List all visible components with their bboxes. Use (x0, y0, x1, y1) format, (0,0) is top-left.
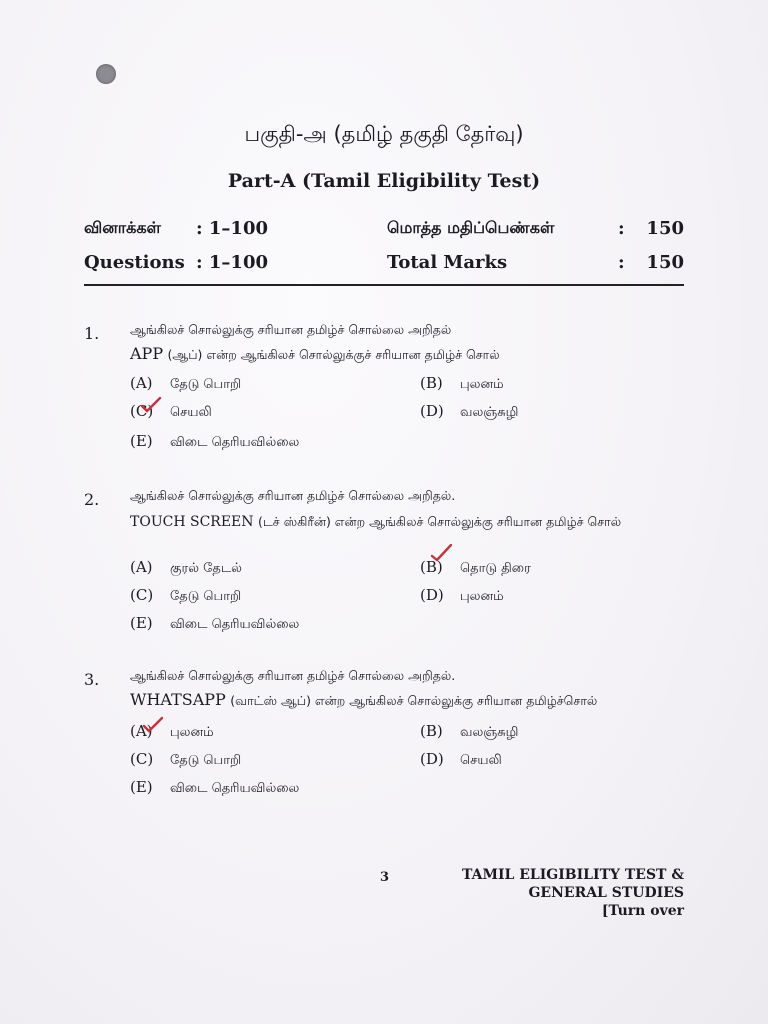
question-term: TOUCH SCREEN (130, 514, 254, 530)
question-prompt: (டச் ஸ்கிரீன்) என்ற ஆங்கிலச் சொல்லுக்கு சரியான தமிழ்ச் சொல் (257, 514, 622, 529)
total-tamil-label: மொத்த மதிப்பெண்கள் (387, 218, 555, 237)
question-number: 1. (84, 324, 100, 343)
questions-value: : 1–100 (196, 252, 269, 273)
option-b[interactable]: (B) தொடு திரை (420, 558, 531, 576)
footer-line-1: TAMIL ELIGIBILITY TEST & (461, 867, 684, 883)
tick-mark-icon (142, 716, 164, 734)
question-prompt: (வாட்ஸ் ஆப்) என்ற ஆங்கிலச் சொல்லுக்கு சரியான தமிழ்ச்சொல் (230, 693, 598, 708)
title-tamil: பகுதி-அ (தமிழ் தகுதி தேர்வு) (244, 122, 524, 146)
question-term: APP (130, 344, 164, 363)
question-topic: ஆங்கிலச் சொல்லுக்கு சரியான தமிழ்ச் சொல்லை அறிதல் (130, 322, 452, 337)
punch-hole (96, 64, 116, 84)
title-english: Part-A (Tamil Eligibility Test) (227, 170, 541, 192)
option-d[interactable]: (D) வலஞ்சுழி (420, 402, 519, 420)
question-term: WHATSAPP (130, 690, 226, 709)
option-a[interactable]: (A) தேடு பொறி (130, 374, 242, 392)
option-e[interactable]: (E) விடை தெரியவில்லை (130, 778, 300, 796)
option-d[interactable]: (D) செயலி (420, 750, 502, 768)
question-topic: ஆங்கிலச் சொல்லுக்கு சரியான தமிழ்ச் சொல்லை அறிதல். (130, 488, 456, 503)
colon: : (618, 252, 625, 273)
question-number: 2. (84, 490, 100, 509)
question-prompt: (ஆப்) என்ற ஆங்கிலச் சொல்லுக்குச் சரியான தமிழ்ச் சொல் (167, 347, 500, 362)
question-text (130, 690, 684, 711)
footer-title (462, 866, 684, 920)
option-c[interactable]: (C) செயலி (130, 402, 212, 420)
question-text (130, 344, 684, 365)
question-topic: ஆங்கிலச் சொல்லுக்கு சரியான தமிழ்ச் சொல்லை அறிதல். (130, 668, 456, 683)
option-a[interactable]: (A) குரல் தேடல் (130, 558, 242, 576)
option-e[interactable]: (E) விடை தெரியவில்லை (130, 432, 300, 450)
footer-line-2: GENERAL STUDIES (528, 885, 684, 901)
tick-mark-icon (140, 396, 162, 414)
option-b[interactable]: (B) வலஞ்சுழி (420, 722, 519, 740)
option-d[interactable]: (D) புலனம் (420, 586, 504, 604)
questions-tamil-value: : 1–100 (196, 218, 269, 239)
option-e[interactable]: (E) விடை தெரியவில்லை (130, 614, 300, 632)
questions-tamil-label: வினாக்கள் (84, 218, 161, 237)
page-number: 3 (380, 870, 390, 885)
total-value: 150 (646, 252, 684, 273)
question-number: 3. (84, 670, 100, 689)
question-text (130, 512, 684, 532)
tick-mark-icon (430, 544, 452, 562)
colon: : (618, 218, 625, 239)
divider (84, 284, 684, 286)
total-tamil-value: 150 (646, 218, 684, 239)
option-c[interactable]: (C) தேடு பொறி (130, 750, 242, 768)
option-c[interactable]: (C) தேடு பொறி (130, 586, 242, 604)
total-label: Total Marks (387, 252, 508, 273)
turn-over-label: [Turn over (601, 903, 684, 919)
questions-label: Questions (84, 252, 185, 273)
option-a[interactable]: (A) புலனம் (130, 722, 214, 740)
option-b[interactable]: (B) புலனம் (420, 374, 504, 392)
